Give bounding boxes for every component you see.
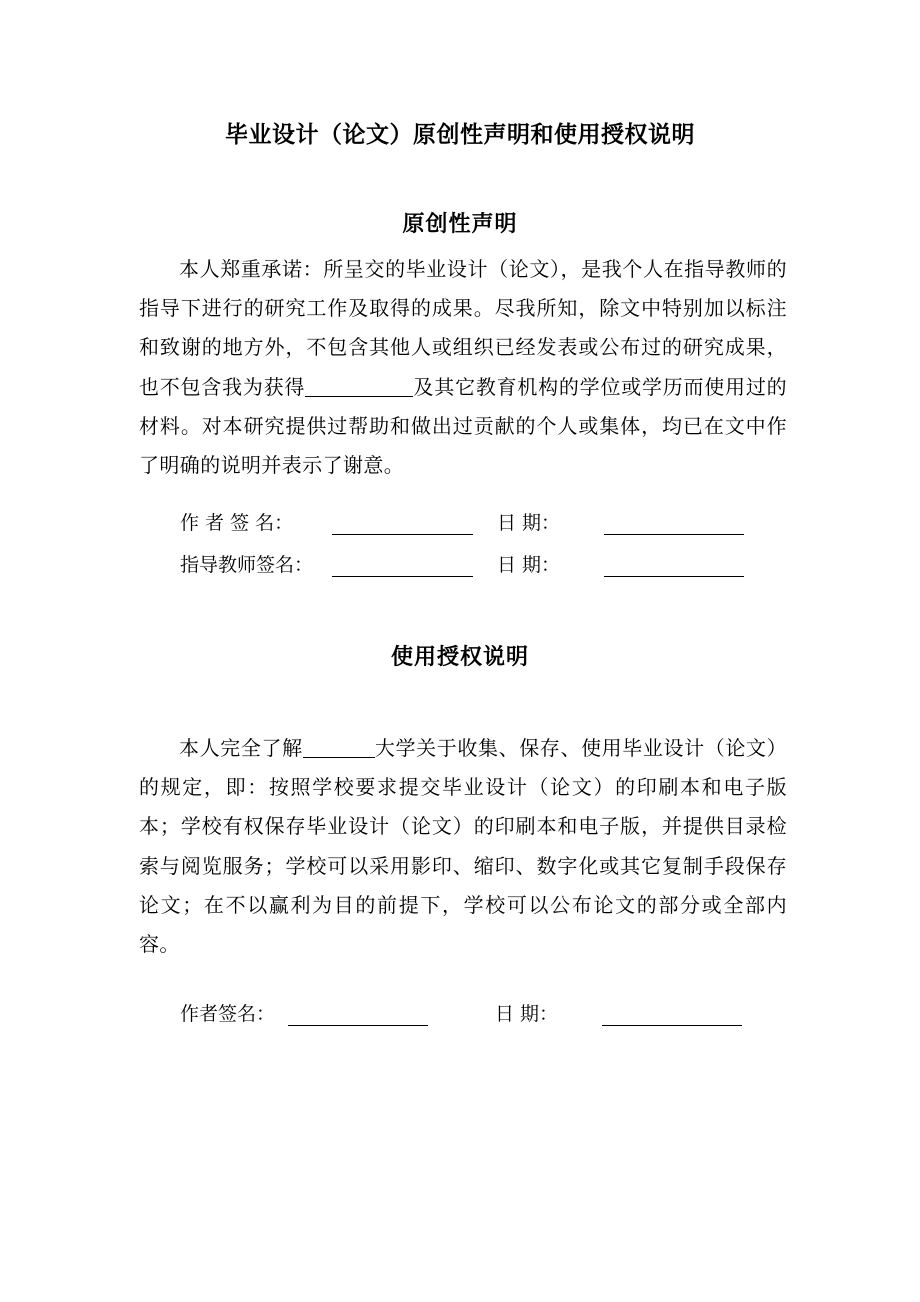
authorization-author-field[interactable] [288,999,428,1026]
advisor-date-label: 日 期： [497,554,561,576]
authorization-author-label: 作者签名： [180,1003,276,1025]
advisor-signature-row [180,550,750,580]
author-signature-row [180,508,750,538]
author-signature-field[interactable] [332,508,473,535]
advisor-date-field[interactable] [604,550,744,577]
originality-text-part1: 本人郑重承诺：所呈交的毕业设计（论文），是我个人在指导教师的指导下进行的研究工作及取得的成果。尽我所知，除文中特别加以标注和致谢的地方外，不包含其他人或组织已经发表或公布过的研究成果，也不包含我为获得 [139,257,787,399]
advisor-signature-label: 指导教师签名： [180,554,314,576]
authorization-text-part2: 大学关于收集、保存、使用毕业设计（论文）的规定，即：按照学校要求提交毕业设计（论文）的印刷本和电子版本；学校有权保存毕业设计（论文）的印刷本和电子版，并提供目录检索与阅览服务；学校可以采用影印、缩印、数字化或其它复制手段保存论文；在不以赢利为目的前提下，学校可以公布论文的部分或全部内容。 [139,736,788,957]
originality-statement [139,250,787,485]
degree-blank-line[interactable] [305,376,413,397]
authorization-date-field[interactable] [602,999,742,1026]
authorization-statement [139,729,787,964]
originality-heading: 原创性声明 [402,212,518,237]
author-date-label: 日 期： [497,512,561,534]
originality-text-part2: 及其它教育机构的学位或学历而使用过的材料。对本研究提供过帮助和做出过贡献的个人或集体，均已在文中作了明确的说明并表示了谢意。 [139,374,787,478]
advisor-signature-field[interactable] [332,550,473,577]
author-date-field[interactable] [604,508,744,535]
authorization-signature-row [180,999,750,1029]
authorization-date-label: 日 期： [495,1003,559,1025]
author-signature-label: 作 者 签 名： [180,512,294,534]
authorization-heading: 使用授权说明 [390,645,529,670]
authorization-text-part1: 本人完全了解 [179,736,303,760]
document-title: 毕业设计（论文）原创性声明和使用授权说明 [225,122,695,148]
university-blank-line[interactable] [303,737,375,758]
